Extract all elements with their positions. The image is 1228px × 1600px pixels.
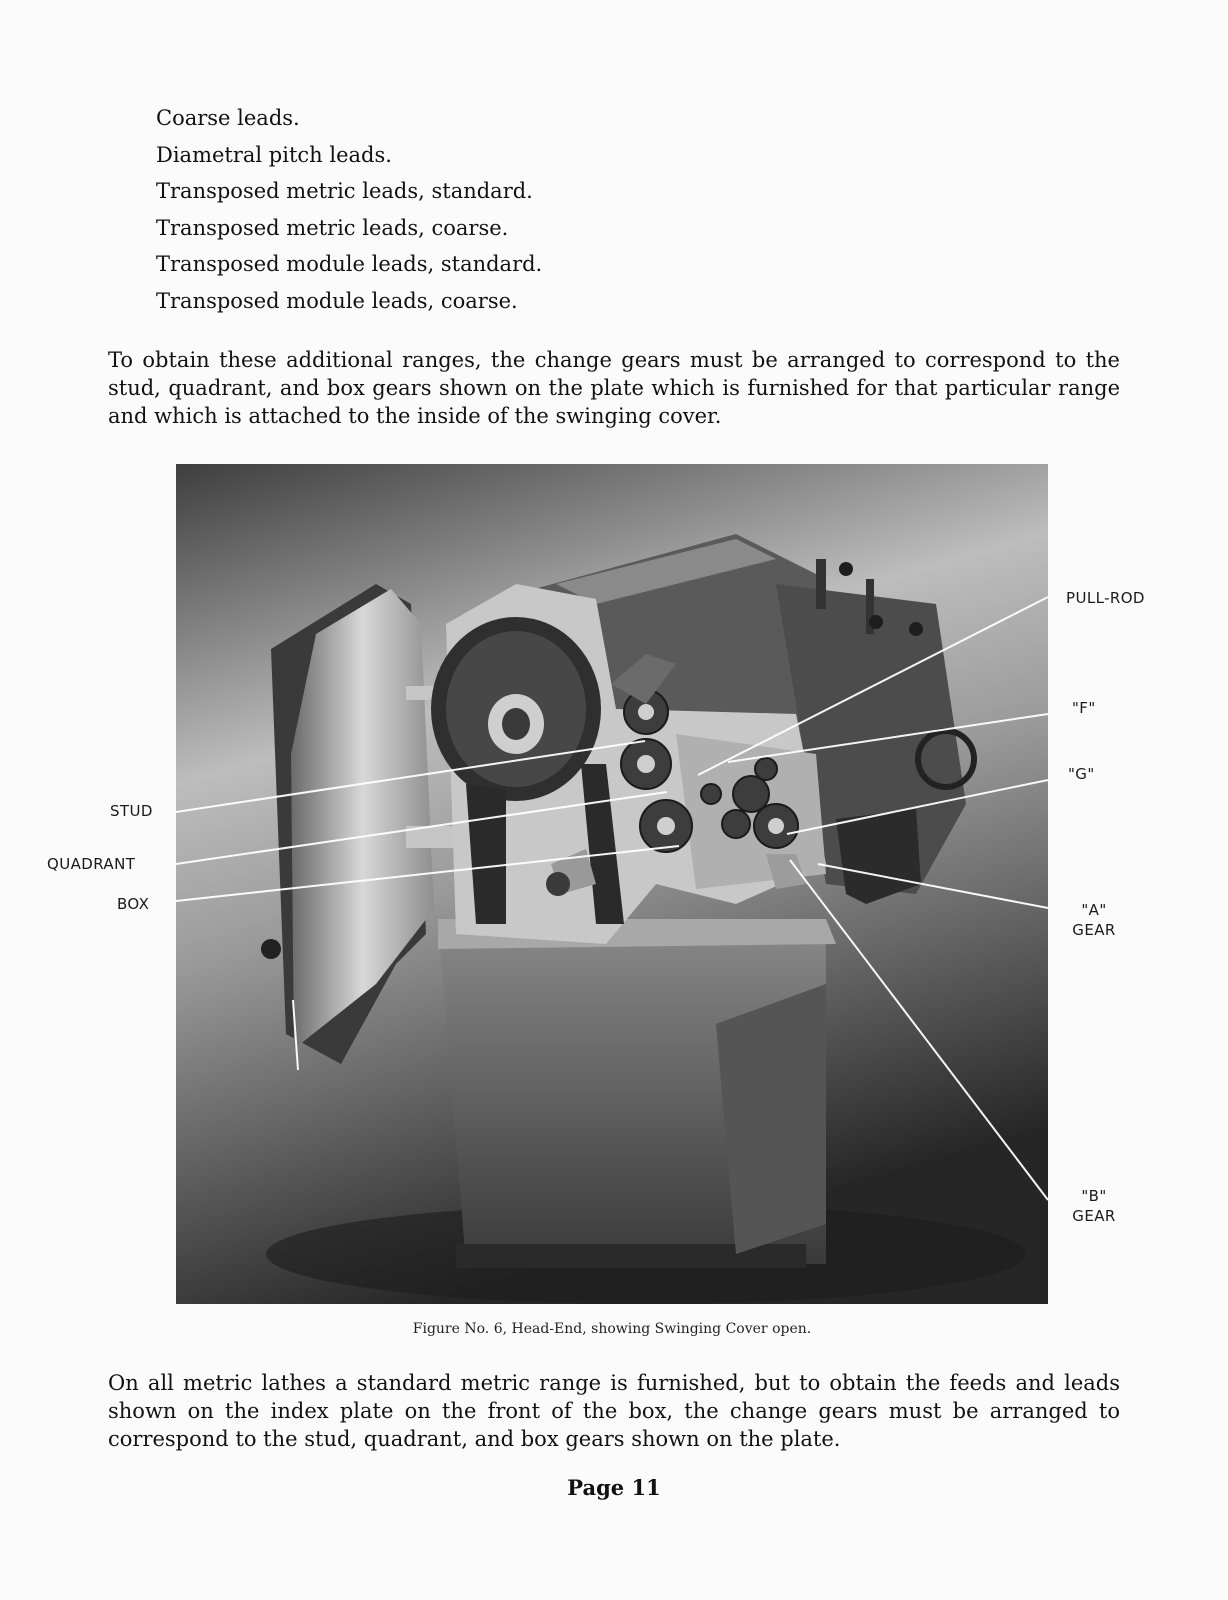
paragraph-metric: On all metric lathes a standard metric range is furnished, but to obtain the feeds and leads shown on the index plate on the front of the box, the change gears must be arranged to correspond to the stud, quadrant, and box gears shown on the plate. [108, 1371, 1120, 1451]
leader-line-cover [293, 1000, 298, 1070]
list-item: Diametral pitch leads. [156, 142, 392, 167]
label-pull-rod: PULL-ROD [1066, 589, 1145, 607]
leader-line-quadrant [176, 792, 667, 864]
list-item: Coarse leads. [156, 106, 300, 130]
list-item: Transposed metric leads, coarse. [156, 215, 509, 240]
page-number: Page 11 [567, 1475, 661, 1500]
list-item: Transposed metric leads, standard. [156, 179, 533, 204]
label-f-gear: "F" [1072, 699, 1096, 717]
list-item: Transposed module leads, standard. [156, 252, 543, 277]
label-a-gear-line2: GEAR [1072, 921, 1116, 939]
list-item: Transposed module leads, coarse. [156, 288, 518, 313]
label-quadrant: QUADRANT [47, 855, 136, 873]
label-b-gear-line1: "B" [1081, 1187, 1107, 1205]
label-b-gear [1062, 1186, 1126, 1226]
leader-line-box [176, 846, 679, 901]
leader-line-stud [176, 741, 645, 812]
label-a-gear-line1: "A" [1081, 901, 1107, 919]
label-b-gear-line2: GEAR [1072, 1207, 1116, 1225]
leader-line-f [728, 714, 1048, 762]
leader-line-pull-rod [698, 597, 1048, 775]
label-box: BOX [117, 895, 150, 913]
leader-line-a-gear [818, 864, 1048, 908]
figure-caption: Figure No. 6, Head-End, showing Swinging Cover open. [412, 1321, 812, 1337]
label-stud: STUD [110, 802, 153, 820]
leader-line-b-gear [790, 860, 1048, 1200]
label-g-gear: "G" [1068, 765, 1095, 783]
leader-line-g [787, 780, 1048, 834]
label-a-gear [1062, 900, 1126, 940]
paragraph-intro: To obtain these additional ranges, the change gears must be arranged to correspond to the stud, quadrant, and box gears shown on the plate which is furnished for that particular range and which is attached to the inside of the swinging cover. [108, 348, 1120, 428]
